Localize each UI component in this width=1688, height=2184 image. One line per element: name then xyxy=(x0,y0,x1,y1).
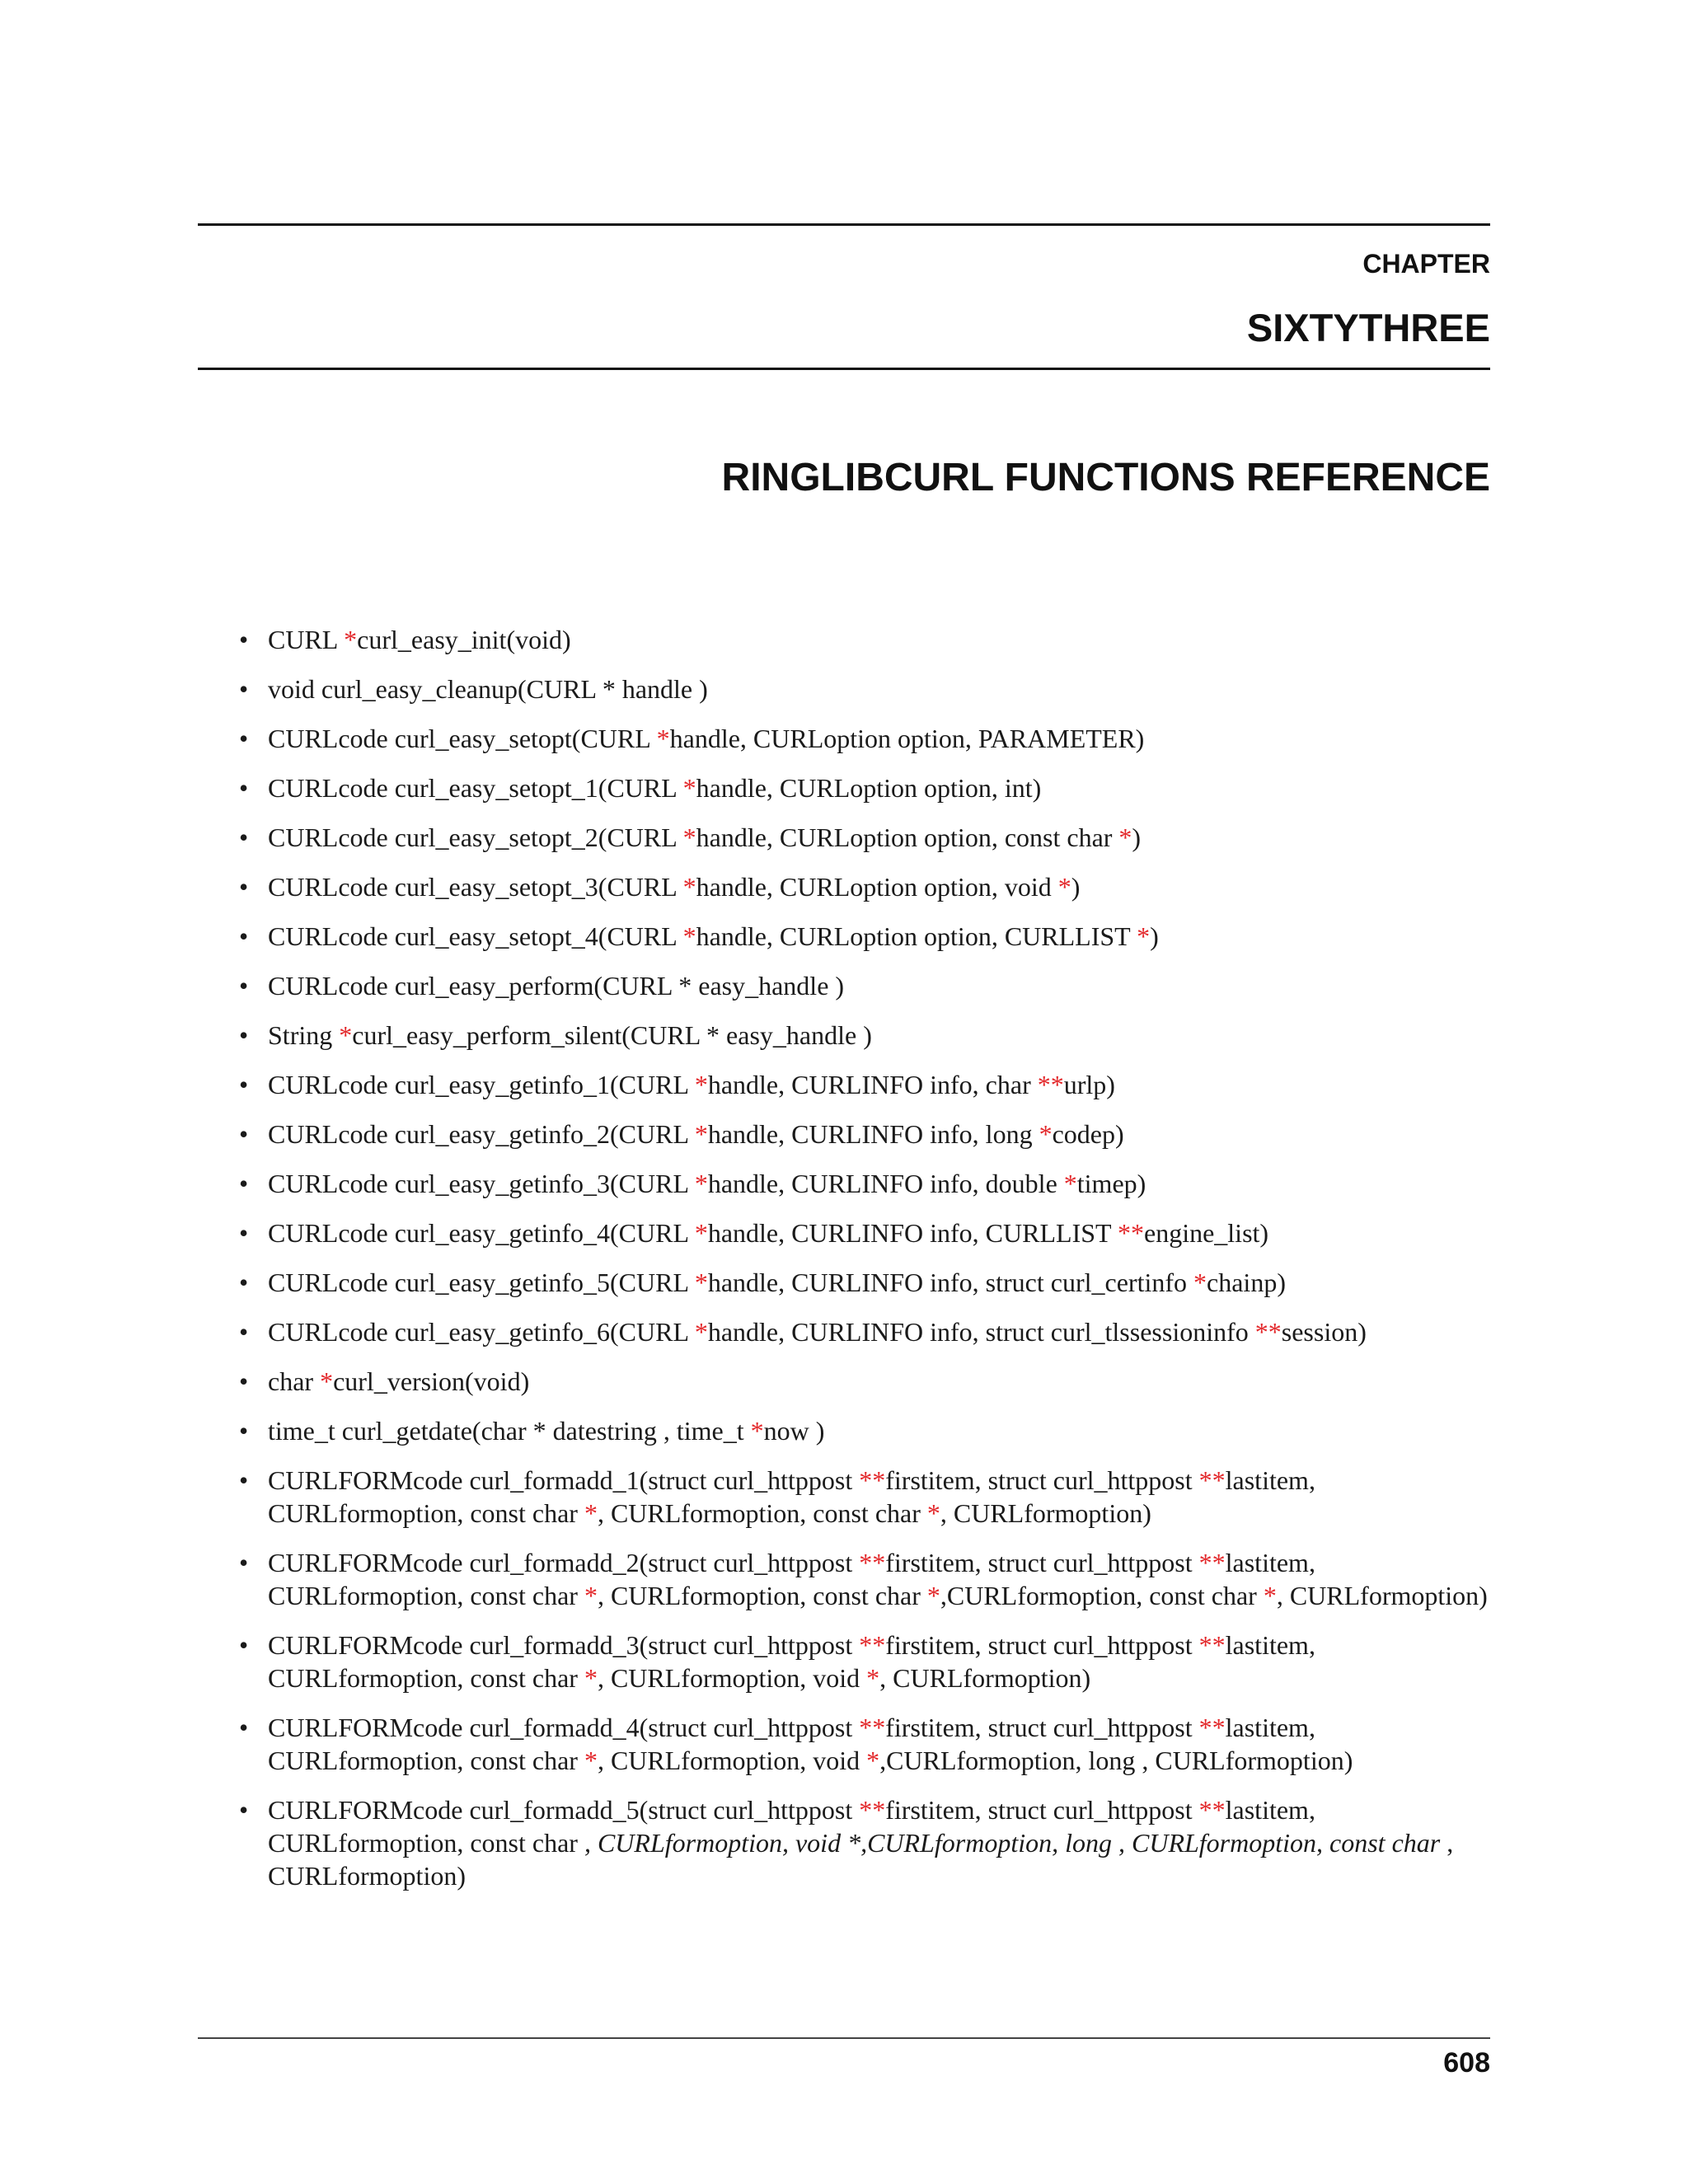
bullet-icon: • xyxy=(239,1020,249,1050)
page-number: 608 xyxy=(1443,2047,1490,2079)
pointer-star: * xyxy=(584,1581,598,1610)
function-signature xyxy=(268,1218,1268,1248)
bullet-icon: • xyxy=(239,1465,249,1495)
function-item xyxy=(239,1365,1490,1398)
function-item xyxy=(239,1068,1490,1101)
pointer-star: * xyxy=(694,1268,708,1297)
signature-text: handle, CURLINFO info, long xyxy=(707,1119,1039,1149)
function-signature xyxy=(268,1713,1353,1775)
signature-text: , CURLformoption, void xyxy=(597,1663,867,1693)
signature-text: handle, CURLINFO info, struct curl_tlssessioninfo xyxy=(707,1317,1255,1347)
function-signature xyxy=(268,872,1080,902)
function-item xyxy=(239,1793,1490,1892)
signature-text: handle, CURLINFO info, CURLLIST xyxy=(707,1218,1118,1248)
signature-text: firstitem, struct curl_httppost xyxy=(885,1465,1199,1495)
bullet-icon: • xyxy=(239,773,249,803)
function-item xyxy=(239,1118,1490,1151)
signature-text: String xyxy=(268,1020,340,1050)
function-item xyxy=(239,623,1490,656)
function-signature xyxy=(268,1169,1146,1198)
function-signature xyxy=(268,1795,1453,1891)
pointer-star: ** xyxy=(1037,1070,1064,1099)
signature-text: lastitem, CURLformoption, const char xyxy=(268,1795,1315,1858)
pointer-star: * xyxy=(694,1070,708,1099)
pointer-star: * xyxy=(682,773,696,803)
pointer-star: ** xyxy=(859,1465,886,1495)
pointer-star: * xyxy=(1057,872,1071,902)
signature-text: chainp) xyxy=(1207,1268,1286,1297)
signature-text: , CURLformoption) xyxy=(268,1828,1454,1891)
pointer-star: * xyxy=(694,1317,708,1347)
function-signature xyxy=(268,1416,824,1446)
signature-text: CURLcode curl_easy_getinfo_4(CURL xyxy=(268,1218,695,1248)
signature-text: CURLcode curl_easy_setopt(CURL xyxy=(268,724,657,753)
signature-text: handle, CURLINFO info, char xyxy=(707,1070,1038,1099)
function-item xyxy=(239,870,1490,903)
function-signature xyxy=(268,1465,1315,1528)
signature-text: firstitem, struct curl_httppost xyxy=(885,1630,1199,1660)
function-item xyxy=(239,969,1490,1002)
signature-text: curl_version(void) xyxy=(333,1366,530,1396)
signature-text: CURLcode curl_easy_getinfo_5(CURL xyxy=(268,1268,695,1297)
signature-text: handle, CURLoption option, CURLLIST xyxy=(696,921,1137,951)
signature-text: , CURLformoption) xyxy=(1276,1581,1488,1610)
pointer-star: * xyxy=(320,1366,334,1396)
function-list xyxy=(239,623,1490,1909)
signature-text: CURLFORMcode curl_formadd_5(struct curl_httppost xyxy=(268,1795,860,1825)
pointer-star: * xyxy=(339,1020,353,1050)
signature-text: CURLcode curl_easy_setopt_4(CURL xyxy=(268,921,683,951)
pointer-star: * xyxy=(682,872,696,902)
pointer-star: ** xyxy=(1198,1713,1226,1742)
pointer-star: * xyxy=(584,1498,598,1528)
pointer-star: * xyxy=(656,724,670,753)
bullet-icon: • xyxy=(239,724,249,753)
pointer-star: * xyxy=(694,1119,708,1149)
function-signature xyxy=(268,971,844,1001)
signature-text: , CURLformoption) xyxy=(879,1663,1091,1693)
pointer-star: * xyxy=(926,1498,940,1528)
bullet-icon: • xyxy=(239,1268,249,1297)
function-item xyxy=(239,1464,1490,1530)
signature-text: engine_list) xyxy=(1143,1218,1269,1248)
chapter-top-rule xyxy=(198,223,1490,226)
function-item xyxy=(239,821,1490,854)
function-item xyxy=(239,1167,1490,1200)
bullet-icon: • xyxy=(239,1366,249,1396)
function-signature xyxy=(268,773,1041,803)
signature-text: firstitem, struct curl_httppost xyxy=(885,1795,1199,1825)
function-item xyxy=(239,1629,1490,1694)
signature-text: void curl_easy_cleanup(CURL * handle ) xyxy=(268,674,708,704)
signature-text: handle, CURLoption option, int) xyxy=(696,773,1042,803)
bullet-icon: • xyxy=(239,1119,249,1149)
bullet-icon: • xyxy=(239,1416,249,1446)
signature-text: session) xyxy=(1281,1317,1367,1347)
function-signature xyxy=(268,674,708,704)
pointer-star: ** xyxy=(1198,1630,1226,1660)
function-item xyxy=(239,771,1490,804)
italic-text: , CURLformoption, void *,CURLformoption, long , CURLformoption, const char xyxy=(584,1828,1447,1858)
signature-text: handle, CURLINFO info, double xyxy=(707,1169,1064,1198)
signature-text: handle, CURLoption option, PARAMETER) xyxy=(669,724,1145,753)
pointer-star: * xyxy=(1193,1268,1207,1297)
function-item xyxy=(239,673,1490,705)
signature-text: CURLcode curl_easy_getinfo_2(CURL xyxy=(268,1119,695,1149)
pointer-star: * xyxy=(682,823,696,852)
chapter-number: SIXTYTHREE xyxy=(1246,306,1490,349)
function-signature xyxy=(268,1070,1115,1099)
pointer-star: ** xyxy=(859,1795,886,1825)
signature-text: lastitem, CURLformoption, const char xyxy=(268,1630,1315,1693)
function-item xyxy=(239,1019,1490,1052)
bullet-icon: • xyxy=(239,1630,249,1660)
signature-text: CURLFORMcode curl_formadd_1(struct curl_httppost xyxy=(268,1465,860,1495)
signature-text: CURLFORMcode curl_formadd_4(struct curl_httppost xyxy=(268,1713,860,1742)
bullet-icon: • xyxy=(239,1548,249,1577)
function-signature xyxy=(268,1020,872,1050)
bullet-icon: • xyxy=(239,971,249,1001)
signature-text: handle, CURLoption option, void xyxy=(696,872,1058,902)
signature-text: char xyxy=(268,1366,321,1396)
bullet-icon: • xyxy=(239,1795,249,1825)
signature-text: lastitem, CURLformoption, const char xyxy=(268,1465,1315,1528)
pointer-star: ** xyxy=(859,1548,886,1577)
pointer-star: ** xyxy=(1198,1548,1226,1577)
pointer-star: * xyxy=(1263,1581,1277,1610)
function-signature xyxy=(268,1119,1124,1149)
function-item xyxy=(239,1546,1490,1612)
signature-text: firstitem, struct curl_httppost xyxy=(885,1713,1199,1742)
signature-text: CURLFORMcode curl_formadd_2(struct curl_httppost xyxy=(268,1548,860,1577)
pointer-star: * xyxy=(344,625,358,654)
function-item xyxy=(239,920,1490,953)
bullet-icon: • xyxy=(239,625,249,654)
signature-text: handle, CURLINFO info, struct curl_certinfo xyxy=(707,1268,1194,1297)
signature-text: CURLFORMcode curl_formadd_3(struct curl_httppost xyxy=(268,1630,860,1660)
pointer-star: * xyxy=(694,1218,708,1248)
pointer-star: ** xyxy=(1117,1218,1144,1248)
signature-text: , CURLformoption) xyxy=(940,1498,1151,1528)
signature-text: ) xyxy=(1071,872,1081,902)
pointer-star: ** xyxy=(859,1713,886,1742)
function-signature xyxy=(268,1630,1315,1693)
signature-text: now ) xyxy=(763,1416,825,1446)
pointer-star: * xyxy=(750,1416,764,1446)
signature-text: lastitem, CURLformoption, const char xyxy=(268,1713,1315,1775)
pointer-star: ** xyxy=(1198,1795,1226,1825)
bullet-icon: • xyxy=(239,921,249,951)
bullet-icon: • xyxy=(239,1169,249,1198)
bullet-icon: • xyxy=(239,872,249,902)
pointer-star: * xyxy=(682,921,696,951)
pointer-star: * xyxy=(1063,1169,1077,1198)
bullet-icon: • xyxy=(239,823,249,852)
function-item xyxy=(239,1315,1490,1348)
signature-text: CURLcode curl_easy_setopt_2(CURL xyxy=(268,823,683,852)
bullet-icon: • xyxy=(239,1713,249,1742)
pointer-star: * xyxy=(1118,823,1132,852)
footer-rule xyxy=(198,2037,1490,2039)
signature-text: ) xyxy=(1150,921,1159,951)
function-signature xyxy=(268,1366,529,1396)
function-item xyxy=(239,1711,1490,1777)
signature-text: time_t curl_getdate(char * datestring , time_t xyxy=(268,1416,751,1446)
bullet-icon: • xyxy=(239,1218,249,1248)
function-item xyxy=(239,1266,1490,1299)
pointer-star: * xyxy=(866,1663,880,1693)
signature-text: CURLcode curl_easy_setopt_3(CURL xyxy=(268,872,683,902)
bullet-icon: • xyxy=(239,1070,249,1099)
signature-text: , CURLformoption, const char xyxy=(597,1498,927,1528)
signature-text: firstitem, struct curl_httppost xyxy=(885,1548,1199,1577)
function-item xyxy=(239,1414,1490,1447)
pointer-star: ** xyxy=(1254,1317,1282,1347)
function-signature xyxy=(268,1317,1367,1347)
signature-text: CURLcode curl_easy_getinfo_3(CURL xyxy=(268,1169,695,1198)
signature-text: ,CURLformoption, const char xyxy=(940,1581,1264,1610)
function-item xyxy=(239,722,1490,755)
signature-text: CURL xyxy=(268,625,345,654)
signature-text: , CURLformoption, const char xyxy=(597,1581,927,1610)
function-signature xyxy=(268,921,1159,951)
function-signature xyxy=(268,823,1141,852)
chapter-bottom-rule xyxy=(198,368,1490,370)
pointer-star: * xyxy=(584,1746,598,1775)
chapter-label: CHAPTER xyxy=(1362,249,1490,279)
signature-text: handle, CURLoption option, const char xyxy=(696,823,1119,852)
function-signature xyxy=(268,1268,1286,1297)
signature-text: urlp) xyxy=(1063,1070,1115,1099)
signature-text: codep) xyxy=(1052,1119,1124,1149)
pointer-star: ** xyxy=(1198,1465,1226,1495)
signature-text: CURLcode curl_easy_getinfo_1(CURL xyxy=(268,1070,695,1099)
signature-text: CURLcode curl_easy_setopt_1(CURL xyxy=(268,773,683,803)
function-signature xyxy=(268,625,571,654)
bullet-icon: • xyxy=(239,1317,249,1347)
bullet-icon: • xyxy=(239,674,249,704)
chapter-title: RINGLIBCURL FUNCTIONS REFERENCE xyxy=(721,456,1490,499)
pointer-star: * xyxy=(1039,1119,1053,1149)
pointer-star: * xyxy=(694,1169,708,1198)
signature-text: curl_easy_init(void) xyxy=(357,625,571,654)
function-signature xyxy=(268,1548,1488,1610)
signature-text: curl_easy_perform_silent(CURL * easy_handle ) xyxy=(352,1020,872,1050)
signature-text: timep) xyxy=(1076,1169,1146,1198)
pointer-star: * xyxy=(584,1663,598,1693)
signature-text: ) xyxy=(1132,823,1142,852)
pointer-star: * xyxy=(866,1746,880,1775)
signature-text: lastitem, CURLformoption, const char xyxy=(268,1548,1315,1610)
function-signature xyxy=(268,724,1144,753)
pointer-star: * xyxy=(926,1581,940,1610)
pointer-star: * xyxy=(1137,921,1151,951)
signature-text: CURLcode curl_easy_getinfo_6(CURL xyxy=(268,1317,695,1347)
signature-text: , CURLformoption, void xyxy=(597,1746,867,1775)
pointer-star: ** xyxy=(859,1630,886,1660)
signature-text: CURLcode curl_easy_perform(CURL * easy_handle ) xyxy=(268,971,845,1001)
function-item xyxy=(239,1216,1490,1249)
signature-text: ,CURLformoption, long , CURLformoption) xyxy=(879,1746,1353,1775)
